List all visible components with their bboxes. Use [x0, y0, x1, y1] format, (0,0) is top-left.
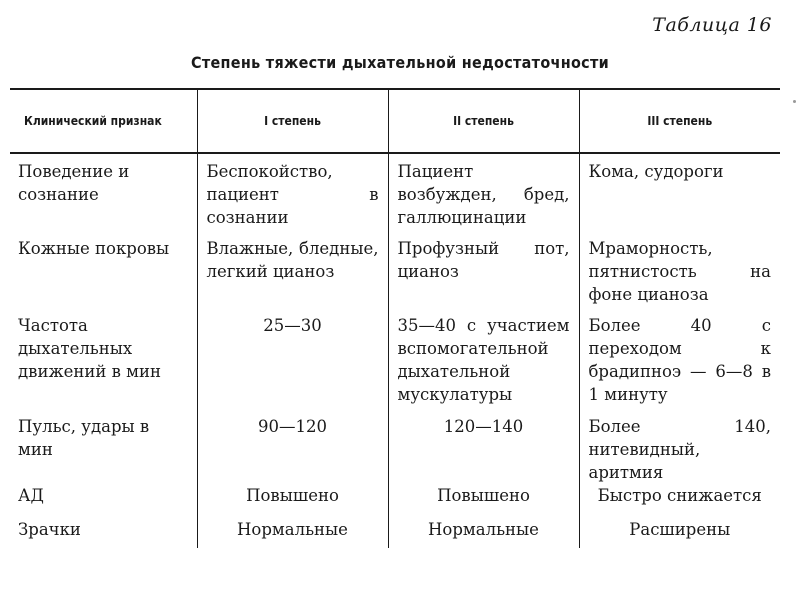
cell-grade-1: Влажные, бледные, легкий цианоз [197, 237, 388, 314]
cell-grade-2: Пациент возбужден, бред, галлюцинации [388, 153, 579, 237]
cell-grade-3: Более 140, нитевидный, аритмия [579, 415, 780, 484]
header-row [10, 89, 780, 153]
cell-grade-3: Мраморность, пятнистость на фоне цианоза [579, 237, 780, 314]
header-clinical-sign: Клинический признак [24, 113, 162, 128]
header-grade-2: II степень [388, 89, 579, 153]
header-grade-1: I степень [197, 89, 388, 153]
cell-grade-2: Нормальные [388, 518, 579, 548]
table-number: Таблица 16 [652, 14, 772, 36]
cell-grade-1: 25—30 [197, 314, 388, 415]
table-row-behavior [10, 153, 780, 237]
cell-grade-1: 90—120 [197, 415, 388, 484]
row-label: Поведение и сознание [18, 162, 130, 204]
cell-grade-2: 35—40 с участием вспомогательной дыхательной мускулатуры [388, 314, 579, 415]
cell-grade-3: Расширены [579, 518, 780, 548]
row-label: Зрачки [18, 520, 81, 539]
cell-grade-1: Повышено [197, 484, 388, 518]
row-label: АД [18, 486, 44, 505]
scan-speck [793, 100, 796, 103]
row-label: Пульс, удары в мин [18, 417, 150, 459]
cell-grade-3: Кома, судороги [579, 153, 780, 237]
cell-grade-3: Быстро снижается [579, 484, 780, 518]
table-row-skin [10, 237, 780, 314]
table-row-blood-pressure [10, 484, 780, 518]
cell-grade-2: Повышено [388, 484, 579, 518]
cell-grade-1: Беспокойство, пациент в сознании [197, 153, 388, 237]
header-grade-3: III степень [579, 89, 780, 153]
cell-grade-2: Профузный пот, цианоз [388, 237, 579, 314]
table-row-respiratory-rate [10, 314, 780, 415]
table-title: Степень тяжести дыхательной недостаточности [190, 53, 610, 72]
cell-grade-2: 120—140 [388, 415, 579, 484]
cell-grade-3: Более 40 с переходом к брадипноэ — 6—8 в 1 минуту [579, 314, 780, 415]
row-label: Частота дыхательных движений в мин [18, 316, 161, 381]
table-row-pulse [10, 415, 780, 484]
table-row-pupils [10, 518, 780, 548]
row-label: Кожные покровы [18, 239, 170, 258]
data-table [10, 88, 780, 548]
cell-grade-1: Нормальные [197, 518, 388, 548]
